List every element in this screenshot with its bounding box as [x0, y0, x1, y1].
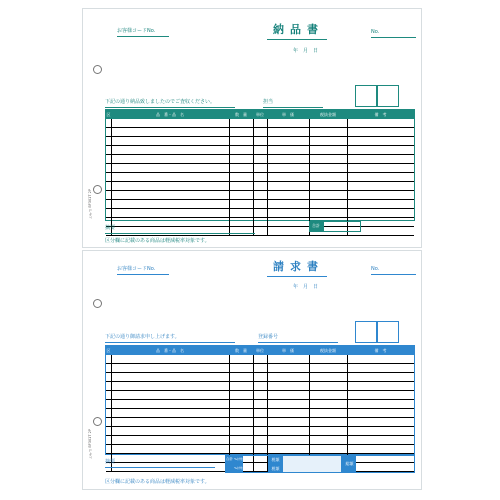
table-row — [106, 146, 414, 155]
footnote-text: 区分欄に記載のある商品は軽減税率対象です。 — [105, 238, 210, 244]
table-row — [106, 391, 414, 400]
table-cell — [267, 173, 309, 182]
table-row — [106, 128, 414, 137]
table-cell — [267, 391, 309, 400]
column-header: 区 — [106, 110, 111, 119]
table-cell — [229, 200, 253, 209]
table-cell — [267, 218, 309, 227]
registration-line — [258, 342, 338, 343]
number-line — [371, 274, 416, 275]
page-title: 納品書 — [273, 23, 324, 36]
table-cell — [309, 173, 347, 182]
table-cell — [309, 182, 347, 191]
table-row — [106, 173, 414, 182]
column-header: 単 価 — [267, 346, 309, 355]
table-cell — [309, 400, 347, 409]
table-cell — [253, 364, 267, 373]
table-row — [106, 164, 414, 173]
table-row — [106, 119, 414, 128]
table-cell — [347, 364, 414, 373]
table-cell — [267, 200, 309, 209]
table-cell — [111, 364, 229, 373]
number-label: No. — [371, 29, 380, 35]
footnote-text: 区分欄に記載のある商品は軽減税率対象です。 — [105, 479, 210, 485]
notice-line — [105, 107, 235, 108]
table-cell — [267, 382, 309, 391]
column-header: 単 価 — [267, 110, 309, 119]
table-cell — [253, 146, 267, 155]
table-cell — [253, 227, 267, 236]
table-cell — [267, 355, 309, 364]
table-cell — [229, 355, 253, 364]
table-cell — [111, 400, 229, 409]
rate-a-box — [233, 455, 243, 464]
tax-b-label: 税額 — [271, 466, 280, 471]
table-cell — [229, 191, 253, 200]
table-cell — [111, 137, 229, 146]
table-cell — [111, 218, 229, 227]
table-cell — [229, 128, 253, 137]
column-header: 税抜金額 — [309, 346, 347, 355]
table-cell — [253, 182, 267, 191]
table-cell — [267, 409, 309, 418]
stamp-box — [355, 85, 377, 107]
table-cell — [253, 355, 267, 364]
table-cell — [309, 155, 347, 164]
tax-amount-area — [282, 455, 342, 473]
table-cell — [309, 146, 347, 155]
table-cell — [229, 400, 253, 409]
table-cell — [253, 191, 267, 200]
receiver-line — [263, 107, 323, 108]
table-row — [106, 137, 414, 146]
table-cell — [347, 137, 414, 146]
table-cell — [267, 445, 309, 454]
table-cell — [111, 227, 229, 236]
table-cell — [229, 427, 253, 436]
table-cell — [309, 382, 347, 391]
total-amount-box — [323, 221, 361, 232]
notice-text: 下記の通り御請求申し上げます。 — [105, 334, 180, 340]
table-cell — [111, 155, 229, 164]
table-cell — [111, 182, 229, 191]
rate-b-label: %対象 — [234, 466, 243, 470]
table-cell — [309, 119, 347, 128]
table-row — [106, 418, 414, 427]
table-cell — [347, 173, 414, 182]
grand-total-label-box — [342, 455, 356, 473]
table-cell — [253, 128, 267, 137]
table-cell — [229, 373, 253, 382]
table-row — [106, 218, 414, 227]
table-cell — [309, 427, 347, 436]
table-cell — [111, 209, 229, 218]
table-cell — [309, 409, 347, 418]
table-cell — [253, 137, 267, 146]
table-cell — [253, 436, 267, 445]
table-cell — [309, 137, 347, 146]
tax-b-box — [268, 464, 282, 473]
column-header: 数 量 — [229, 346, 253, 355]
table-cell — [347, 400, 414, 409]
table-cell — [111, 454, 229, 463]
table-cell — [309, 200, 347, 209]
number-line — [371, 37, 416, 38]
table-cell — [267, 418, 309, 427]
memo-line — [105, 467, 215, 468]
column-header: 単位 — [253, 346, 267, 355]
customer-code-line — [117, 274, 169, 275]
table-cell — [253, 209, 267, 218]
title-underline — [267, 276, 327, 277]
column-header: 品 番・品 名 — [111, 110, 229, 119]
items-table — [106, 346, 414, 472]
table-cell — [267, 119, 309, 128]
table-cell — [111, 164, 229, 173]
table-cell — [229, 137, 253, 146]
table-cell — [111, 436, 229, 445]
table-row — [106, 364, 414, 373]
rate-a-label: %対象 — [234, 457, 243, 461]
table-cell — [267, 182, 309, 191]
memo-label: 摘要 — [105, 225, 116, 231]
table-cell — [253, 155, 267, 164]
table-cell — [347, 182, 414, 191]
table-cell — [309, 164, 347, 173]
table-row — [106, 445, 414, 454]
table-cell — [267, 146, 309, 155]
table-cell — [253, 382, 267, 391]
form-code-text: ヒサゴ BF301T 2P — [88, 189, 92, 220]
column-header: 数 量 — [229, 110, 253, 119]
table-cell — [347, 391, 414, 400]
punch-hole — [93, 417, 102, 426]
table-cell — [111, 409, 229, 418]
table-cell — [309, 364, 347, 373]
table-cell — [347, 418, 414, 427]
table-cell — [111, 200, 229, 209]
table-header-row — [106, 346, 414, 355]
table-cell — [347, 164, 414, 173]
table-cell — [347, 445, 414, 454]
table-cell — [309, 436, 347, 445]
table-cell — [267, 227, 309, 236]
title-underline — [267, 39, 327, 40]
table-cell — [111, 119, 229, 128]
column-header: 単位 — [253, 110, 267, 119]
table-cell — [111, 373, 229, 382]
table-cell — [253, 418, 267, 427]
table-cell — [267, 128, 309, 137]
table-cell — [347, 209, 414, 218]
table-cell — [111, 146, 229, 155]
table-cell — [253, 427, 267, 436]
memo-line — [105, 233, 255, 234]
date-label: 年 月 日 — [293, 284, 319, 290]
table-cell — [111, 418, 229, 427]
memo-label: 摘要 — [105, 459, 116, 465]
invoice-sheet — [82, 250, 422, 490]
table-cell — [347, 373, 414, 382]
notice-line — [105, 342, 235, 343]
table-cell — [347, 128, 414, 137]
table-cell — [347, 409, 414, 418]
table-cell — [253, 409, 267, 418]
rate-b-box — [233, 464, 243, 473]
table-cell — [229, 146, 253, 155]
table-cell — [347, 355, 414, 364]
table-cell — [253, 391, 267, 400]
table-cell — [229, 173, 253, 182]
column-header: 備 考 — [347, 346, 414, 355]
number-label: No. — [371, 266, 380, 272]
table-cell — [267, 373, 309, 382]
table-cell — [253, 173, 267, 182]
table-row — [106, 191, 414, 200]
delivery-note-sheet — [82, 8, 422, 248]
table-cell — [309, 445, 347, 454]
stamp-box — [377, 85, 399, 107]
table-cell — [309, 128, 347, 137]
table-cell — [229, 155, 253, 164]
summary-group-box — [225, 455, 233, 473]
table-cell — [267, 155, 309, 164]
table-cell — [111, 173, 229, 182]
table-cell — [229, 164, 253, 173]
page-title: 請求書 — [273, 260, 324, 273]
table-cell — [267, 191, 309, 200]
table-cell — [229, 182, 253, 191]
receiver-label: 担当 — [263, 99, 274, 105]
table-cell — [229, 445, 253, 454]
table-cell — [229, 382, 253, 391]
table-cell — [229, 391, 253, 400]
table-cell — [229, 364, 253, 373]
date-label: 年 月 日 — [293, 48, 319, 54]
table-cell — [267, 436, 309, 445]
punch-hole — [93, 65, 102, 74]
column-header: 区 — [106, 346, 111, 355]
table-cell — [111, 391, 229, 400]
table-cell — [347, 427, 414, 436]
table-row — [106, 400, 414, 409]
table-row — [106, 155, 414, 164]
table-cell — [111, 128, 229, 137]
form-code-text: ヒサゴ BF301T 2P — [88, 429, 92, 460]
table-cell — [229, 209, 253, 218]
table-row — [106, 382, 414, 391]
column-header: 税抜金額 — [309, 110, 347, 119]
table-cell — [347, 200, 414, 209]
table-cell — [229, 409, 253, 418]
table-cell — [309, 191, 347, 200]
table-cell — [111, 427, 229, 436]
table-row — [106, 436, 414, 445]
customer-code-line — [117, 36, 169, 37]
table-row — [106, 427, 414, 436]
grand-total-label: 総額 — [345, 461, 354, 466]
table-cell — [347, 191, 414, 200]
punch-hole — [93, 185, 102, 194]
table-row — [106, 373, 414, 382]
table-header-row — [106, 110, 414, 119]
table-row — [106, 182, 414, 191]
table-cell — [229, 218, 253, 227]
table-cell — [347, 146, 414, 155]
stamp-box — [377, 321, 399, 343]
table-cell — [309, 391, 347, 400]
table-cell — [111, 355, 229, 364]
table-cell — [111, 191, 229, 200]
table-cell — [347, 155, 414, 164]
column-header: 備 考 — [347, 110, 414, 119]
table-cell — [309, 373, 347, 382]
table-row — [106, 227, 414, 236]
table-cell — [309, 209, 347, 218]
table-cell — [253, 445, 267, 454]
table-cell — [267, 164, 309, 173]
total-label: 合計 — [312, 223, 320, 228]
table-row — [106, 409, 414, 418]
table-cell — [229, 119, 253, 128]
table-cell — [111, 445, 229, 454]
tax-a-box — [268, 455, 282, 464]
table-cell — [347, 119, 414, 128]
table-cell — [347, 382, 414, 391]
table-cell — [253, 164, 267, 173]
notice-text: 下記の通り納品致しましたのでご査収ください。 — [105, 99, 216, 105]
table-row — [106, 200, 414, 209]
total-label-box — [309, 221, 323, 232]
table-cell — [267, 400, 309, 409]
registration-label: 登録番号 — [258, 334, 279, 340]
table-row — [106, 209, 414, 218]
table-cell — [229, 436, 253, 445]
table-cell — [253, 400, 267, 409]
table-cell — [347, 436, 414, 445]
table-cell — [229, 227, 253, 236]
table-cell — [309, 355, 347, 364]
punch-hole — [93, 299, 102, 308]
table-cell — [253, 218, 267, 227]
table-cell — [309, 418, 347, 427]
table-cell — [111, 382, 229, 391]
table-cell — [229, 418, 253, 427]
stamp-box — [355, 321, 377, 343]
table-row — [106, 355, 414, 364]
table-cell — [253, 200, 267, 209]
customer-code-label: お客様コードNo. — [117, 28, 156, 34]
tax-a-label: 税額 — [271, 457, 280, 462]
column-header: 品 番・品 名 — [111, 346, 229, 355]
table-cell — [253, 119, 267, 128]
customer-code-label: お客様コードNo. — [117, 266, 156, 272]
table-cell — [267, 209, 309, 218]
summary-group-label: 合計 — [226, 457, 233, 461]
table-cell — [253, 373, 267, 382]
table-cell — [267, 137, 309, 146]
items-table — [106, 110, 414, 236]
table-cell — [267, 427, 309, 436]
table-cell — [267, 364, 309, 373]
